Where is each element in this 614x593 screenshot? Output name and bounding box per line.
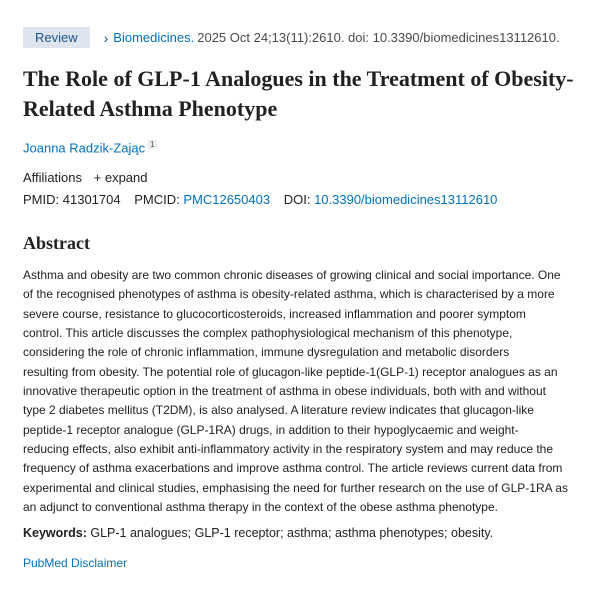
doi-link[interactable]: 10.3390/biomedicines13112610 (314, 192, 498, 207)
identifiers (23, 192, 603, 207)
abstract-line: of the recognised phenotypes of asthma is obesity-related asthma, which is characterised by a more (23, 287, 555, 302)
abstract-line: type 2 diabetes mellitus (T2DM), is also analysed. A literature review indicates that glucagon-like (23, 403, 534, 418)
expand-button[interactable]: + expand (93, 170, 148, 185)
affiliation-ref[interactable]: 1 (150, 140, 155, 149)
keywords-label: Keywords: (23, 526, 87, 540)
abstract-text (23, 266, 603, 517)
pubmed-disclaimer-link[interactable]: PubMed Disclaimer (23, 556, 128, 570)
abstract-line: severe course, resistance to glucocorticosteroids, increased inflammation and poorer symptom (23, 306, 526, 321)
journal-link[interactable]: Biomedicines. (113, 30, 195, 45)
abstract-line: resulting from obesity. The potential role of glucagon-like peptide-1(GLP-1) receptor analogues as an (23, 364, 558, 379)
abstract-line: reducing effects, also exhibit anti-inflammatory activity in the respiratory system and may reduce the (23, 442, 554, 457)
abstract-line: peptide-1 receptor analogue (GLP-1RA) drugs, in addition to their hypoglycaemic and weight- (23, 422, 519, 437)
abstract-line: Asthma and obesity are two common chronic diseases of growing clinical and social importance. One (23, 268, 561, 282)
page-title: The Role of GLP-1 Analogues in the Treatment of Obesity-Related Asthma Phenotype (23, 66, 574, 121)
abstract-line: innovative therapeutic option in the treatment of asthma in obese individuals, both with and without (23, 384, 546, 399)
keywords (23, 526, 603, 540)
author-list (23, 140, 157, 155)
pmcid-label: PMCID: (134, 192, 180, 207)
author-link[interactable]: Joanna Radzik-Zając (23, 140, 146, 156)
affiliations-label: Affiliations (23, 170, 83, 185)
keywords-text: GLP-1 analogues; GLP-1 receptor; asthma; asthma phenotypes; obesity. (86, 526, 494, 540)
pmcid-link[interactable]: PMC12650403 (183, 192, 271, 207)
abstract-line: frequency of asthma exacerbations and improve asthma control. The article reviews current data from (23, 461, 563, 476)
abstract-line: an adjunct to conventional asthma therapy in the context of the obese asthma phenotype. (23, 500, 498, 515)
citation-text: 2025 Oct 24;13(11):2610. doi: 10.3390/biomedicines13112610. (197, 30, 560, 45)
abstract-line: considering the role of chronic inflammation, immune dysregulation and metabolic disorders (23, 345, 510, 360)
citation-bar (23, 27, 603, 48)
pmid-value: 41301704 (62, 192, 121, 207)
abstract-line: control. This article discusses the complex pathophysiological mechanism of this phenotype, (23, 326, 513, 341)
review-badge: Review (23, 27, 90, 48)
abstract-heading: Abstract (23, 233, 90, 253)
affiliations (23, 170, 148, 185)
pmid-label: PMID: (23, 192, 60, 207)
chevron-right-icon[interactable]: › (103, 29, 109, 46)
doi-label: DOI: (283, 192, 311, 207)
abstract-line: experimental and clinical studies, emphasising the need for further research on the use of GLP-1RA as (23, 480, 568, 495)
